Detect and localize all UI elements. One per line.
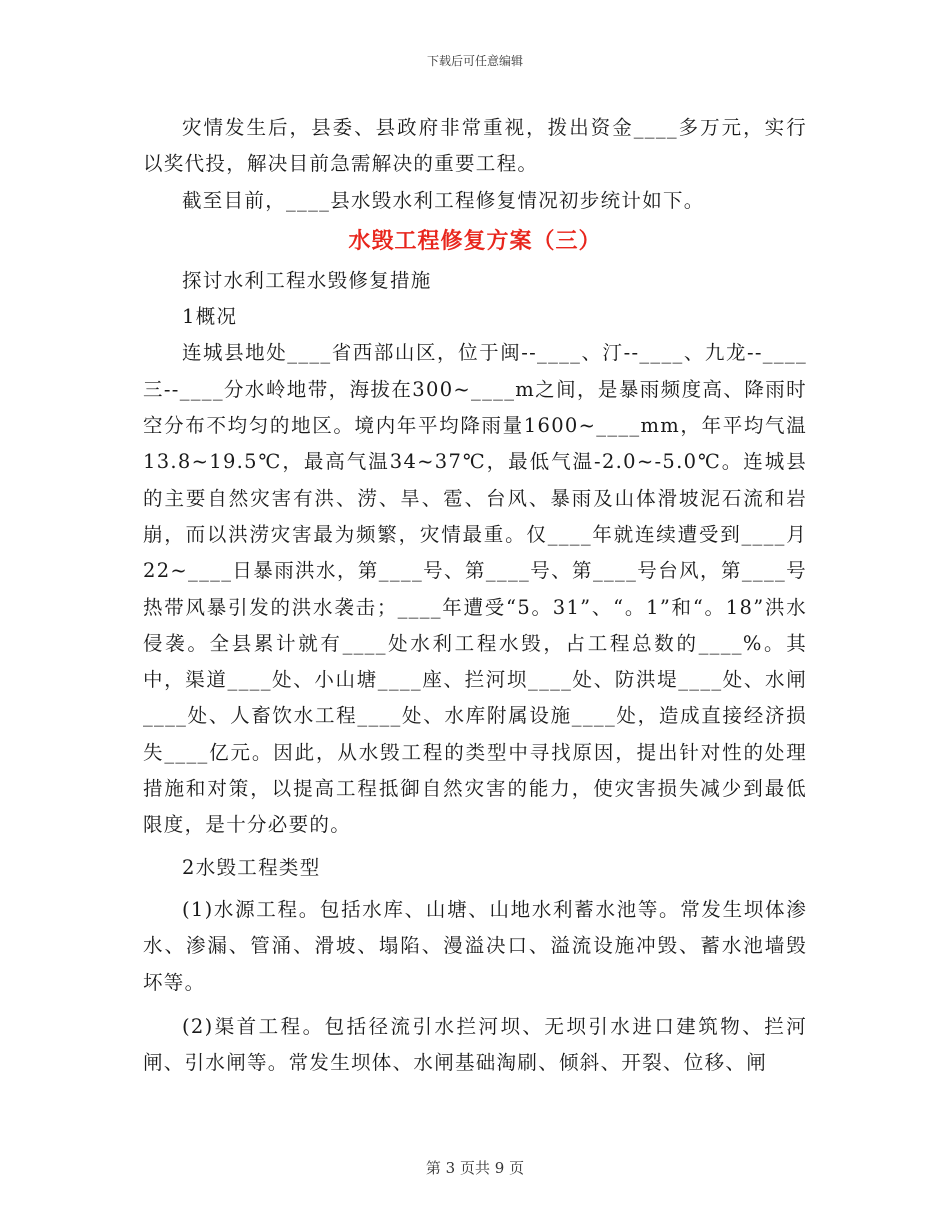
page-header: 下载后可任意编辑 — [426, 54, 523, 68]
heading-damage-types: 2水毁工程类型 — [182, 855, 321, 879]
paragraph-canal-head: (2)渠首工程。包括径流引水拦河坝、无坝引水进口建筑物、拦河闸、引水闸等。常发生坝体、水闸基础淘刷、倾斜、开裂、位移、闸 — [143, 1014, 807, 1075]
paragraph-subtitle: 探讨水利工程水毁修复措施 — [182, 268, 432, 292]
section-title: 水毁工程修复方案（三） — [348, 227, 602, 254]
paragraph-statistics-intro: 截至目前，____县水毁水利工程修复情况初步统计如下。 — [182, 188, 705, 212]
paragraph-disaster-funding: 灾情发生后，县委、县政府非常重视，拨出资金____多万元，实行以奖代投，解决目前急需解决的重要工程。 — [143, 116, 807, 176]
paragraph-water-source: (1)水源工程。包括水库、山塘、山地水利蓄水池等。常发生坝体渗水、渗漏、管涌、滑坡、塌陷、漫溢决口、溢流设施冲毁、蓄水池墙毁坏等。 — [143, 897, 807, 994]
document-body — [143, 110, 807, 1081]
paragraph-overview: 连城县地处____省西部山区，位于闽--____、汀--____、九龙--____三--____分水岭地带，海拔在300~____m之间，是暴雨频度高、降雨时空分布不均匀的地区。境内年平均降雨量1600~____mm，年平均气温13.8~19.5℃，最高气温34~37℃，最低气温-2.0~-5.0℃。连城县的主要自然灾害有洪、涝、旱、雹、台风、暴雨及山体滑坡泥石流和岩崩，而以洪涝灾害最为频繁，灾情最重。仅____年就连续遭受到____月22~____日暴雨洪水，第____号、第____号、第____号台风，第____号热带风暴引发的洪水袭击；____年遭受“5。31”、“。1”和“。18”洪水侵袭。全县累计就有____处水利工程水毁，占工程总数的____%。其中，渠道____处、小山塘____座、拦河坝____处、防洪堤____处、水闸____处、人畜饮水工程____处、水库附属设施____处，造成直接经济损失____亿元。因此，从水毁工程的类型中寻找原因，提出针对性的处理措施和对策，以提高工程抵御自然灾害的能力，使灾害损失减少到最低限度，是十分必要的。 — [143, 341, 807, 837]
heading-overview: 1概况 — [182, 305, 238, 329]
page-footer: 第 3 页共 9 页 — [425, 1159, 525, 1177]
